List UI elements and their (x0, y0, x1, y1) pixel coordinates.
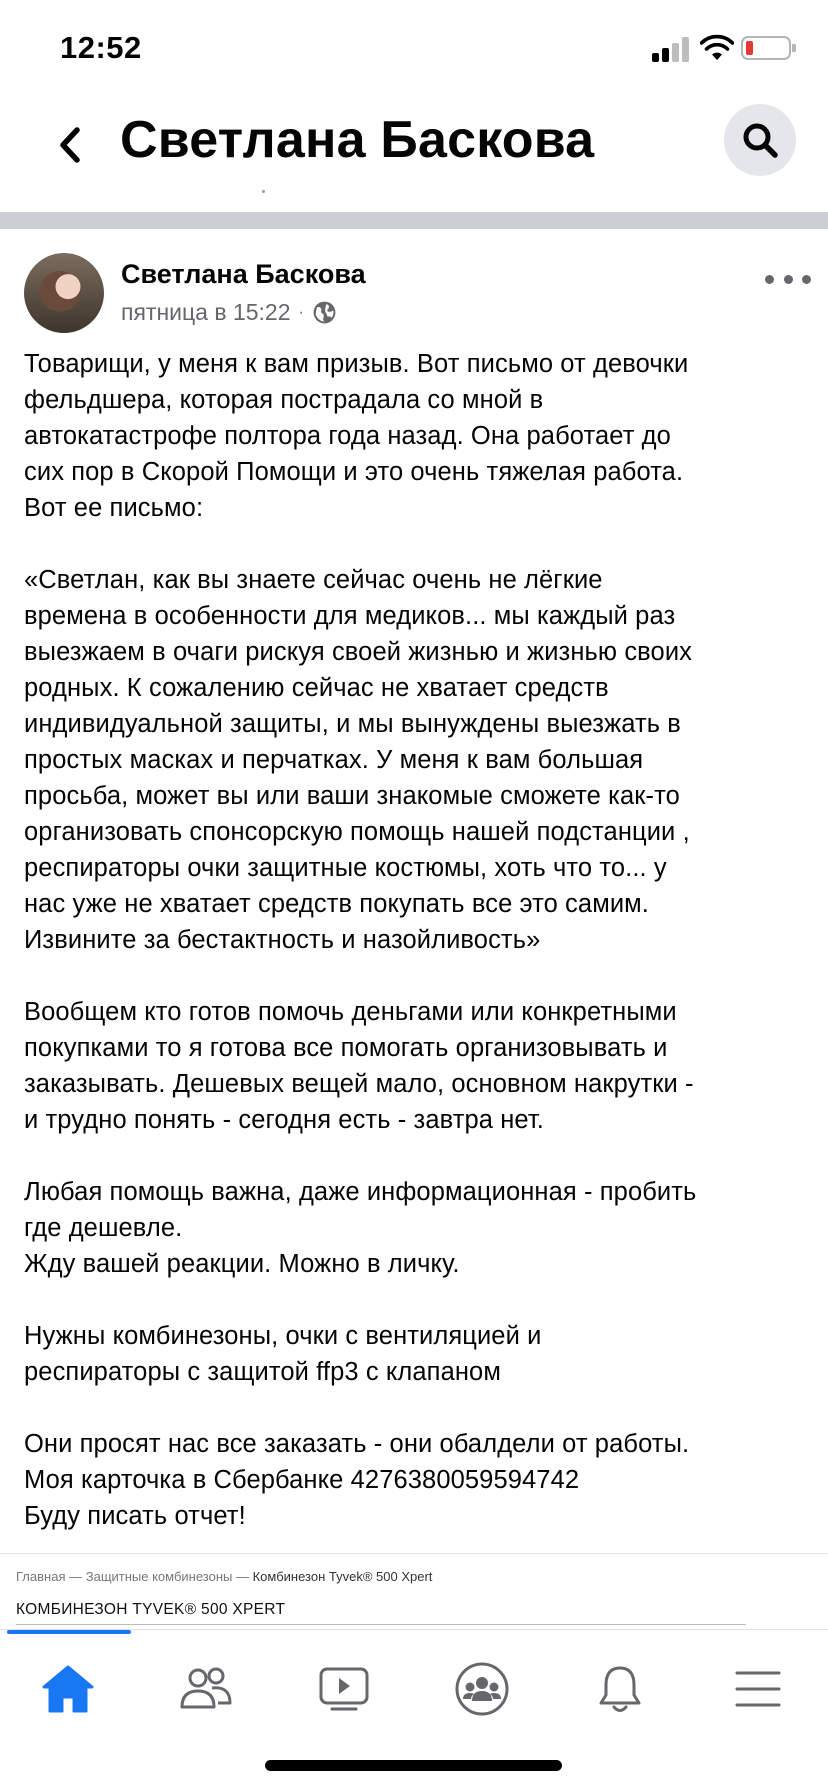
divider (16, 1624, 746, 1625)
tab-notifications[interactable] (580, 1654, 660, 1724)
notifications-icon (597, 1663, 643, 1715)
section-divider (0, 212, 828, 229)
friends-icon (178, 1665, 234, 1713)
post-meta (121, 299, 337, 326)
post-paragraph: Любая помощь важна, даже информационная - пробить где дешевле. Жду вашей реакции. Можно в личку. (24, 1178, 697, 1278)
tab-groups[interactable] (442, 1654, 522, 1724)
tab-home[interactable] (28, 1654, 108, 1724)
groups-icon (454, 1661, 510, 1717)
tab-watch[interactable] (304, 1654, 384, 1724)
chevron-left-icon (55, 125, 85, 165)
breadcrumb-item: Главная (16, 1569, 66, 1584)
profile-header (0, 100, 828, 212)
post-paragraph: Нужны комбинезоны, очки с вентиляцией и респираторы с защитой ffp3 с клапаном (24, 1322, 542, 1386)
search-icon (740, 120, 780, 160)
breadcrumb-item: Защитные комбинезоны (85, 1569, 233, 1584)
status-bar (0, 0, 828, 100)
status-time: 12:52 (60, 30, 142, 65)
tab-menu[interactable] (718, 1654, 798, 1724)
home-indicator[interactable] (265, 1760, 562, 1771)
battery-icon (741, 36, 791, 60)
tab-friends[interactable] (166, 1654, 246, 1724)
post-paragraph: Вообщем кто готов помочь деньгами или конкретными покупками то я готова все помогать организовывать и заказывать. Дешевых вещей мало, основном накрутки - и трудно понять - сегодня есть - завтра нет. (24, 998, 694, 1134)
post-paragraph: «Светлан, как вы знаете сейчас очень не лёгкие времена в особенности для медиков... мы каждый раз выезжаем в очаги рискуя своей жизнью и жизнью своих родных. К сожалению сейчас не хватает средств индивидуальной защиты, и мы вынуждены выезжать в простых масках и перчатках. У меня к вам большая просьба, может вы или ваши знакомые сможете как-то организовать спонсорскую помощь нашей подстанции , респираторы очки защитные костюмы, хоть что то... у нас уже не хватает средств покупать все это самим. Извините за бестактность и назойливость» (24, 566, 693, 954)
breadcrumb: Главная — Защитные комбинезоны — Комбинезон Tyvek® 500 Xpert (16, 1569, 433, 1584)
scroll-dot (262, 190, 265, 193)
home-icon (40, 1663, 96, 1715)
preview-title: КОМБИНЕЗОН TYVEK® 500 XPERT (16, 1601, 286, 1618)
avatar[interactable] (24, 253, 104, 333)
breadcrumb-item: Комбинезон Tyvek® 500 Xpert (252, 1569, 433, 1584)
active-tab-indicator (7, 1630, 131, 1634)
post-text (24, 346, 816, 1534)
cellular-signal-icon (652, 36, 692, 62)
post-paragraph: Товарищи, у меня к вам призыв. Вот письмо от девочки фельдшера, которая пострадала со мной в автокатастрофе полтора года назад. Она работает до сих пор в Скорой Помощи и это очень тяжелая работа. Вот ее письмо: (24, 350, 689, 522)
page-title: Светлана Баскова (120, 111, 595, 169)
search-button[interactable] (724, 104, 796, 176)
more-options-button[interactable] (765, 269, 811, 289)
watch-icon (318, 1666, 370, 1712)
post-timestamp[interactable]: пятница в 15:22 (121, 299, 291, 325)
globe-icon (312, 300, 337, 325)
post-paragraph: Они просят нас все заказать - они обалдели от работы. Моя карточка в Сбербанке 4276380059594742 Буду писать отчет! (24, 1430, 690, 1530)
menu-icon (735, 1669, 781, 1709)
back-button[interactable] (40, 115, 100, 175)
post-author-name[interactable]: Светлана Баскова (121, 259, 366, 289)
meta-separator: · (298, 303, 304, 321)
link-preview[interactable] (0, 1553, 828, 1629)
wifi-icon (700, 34, 734, 62)
